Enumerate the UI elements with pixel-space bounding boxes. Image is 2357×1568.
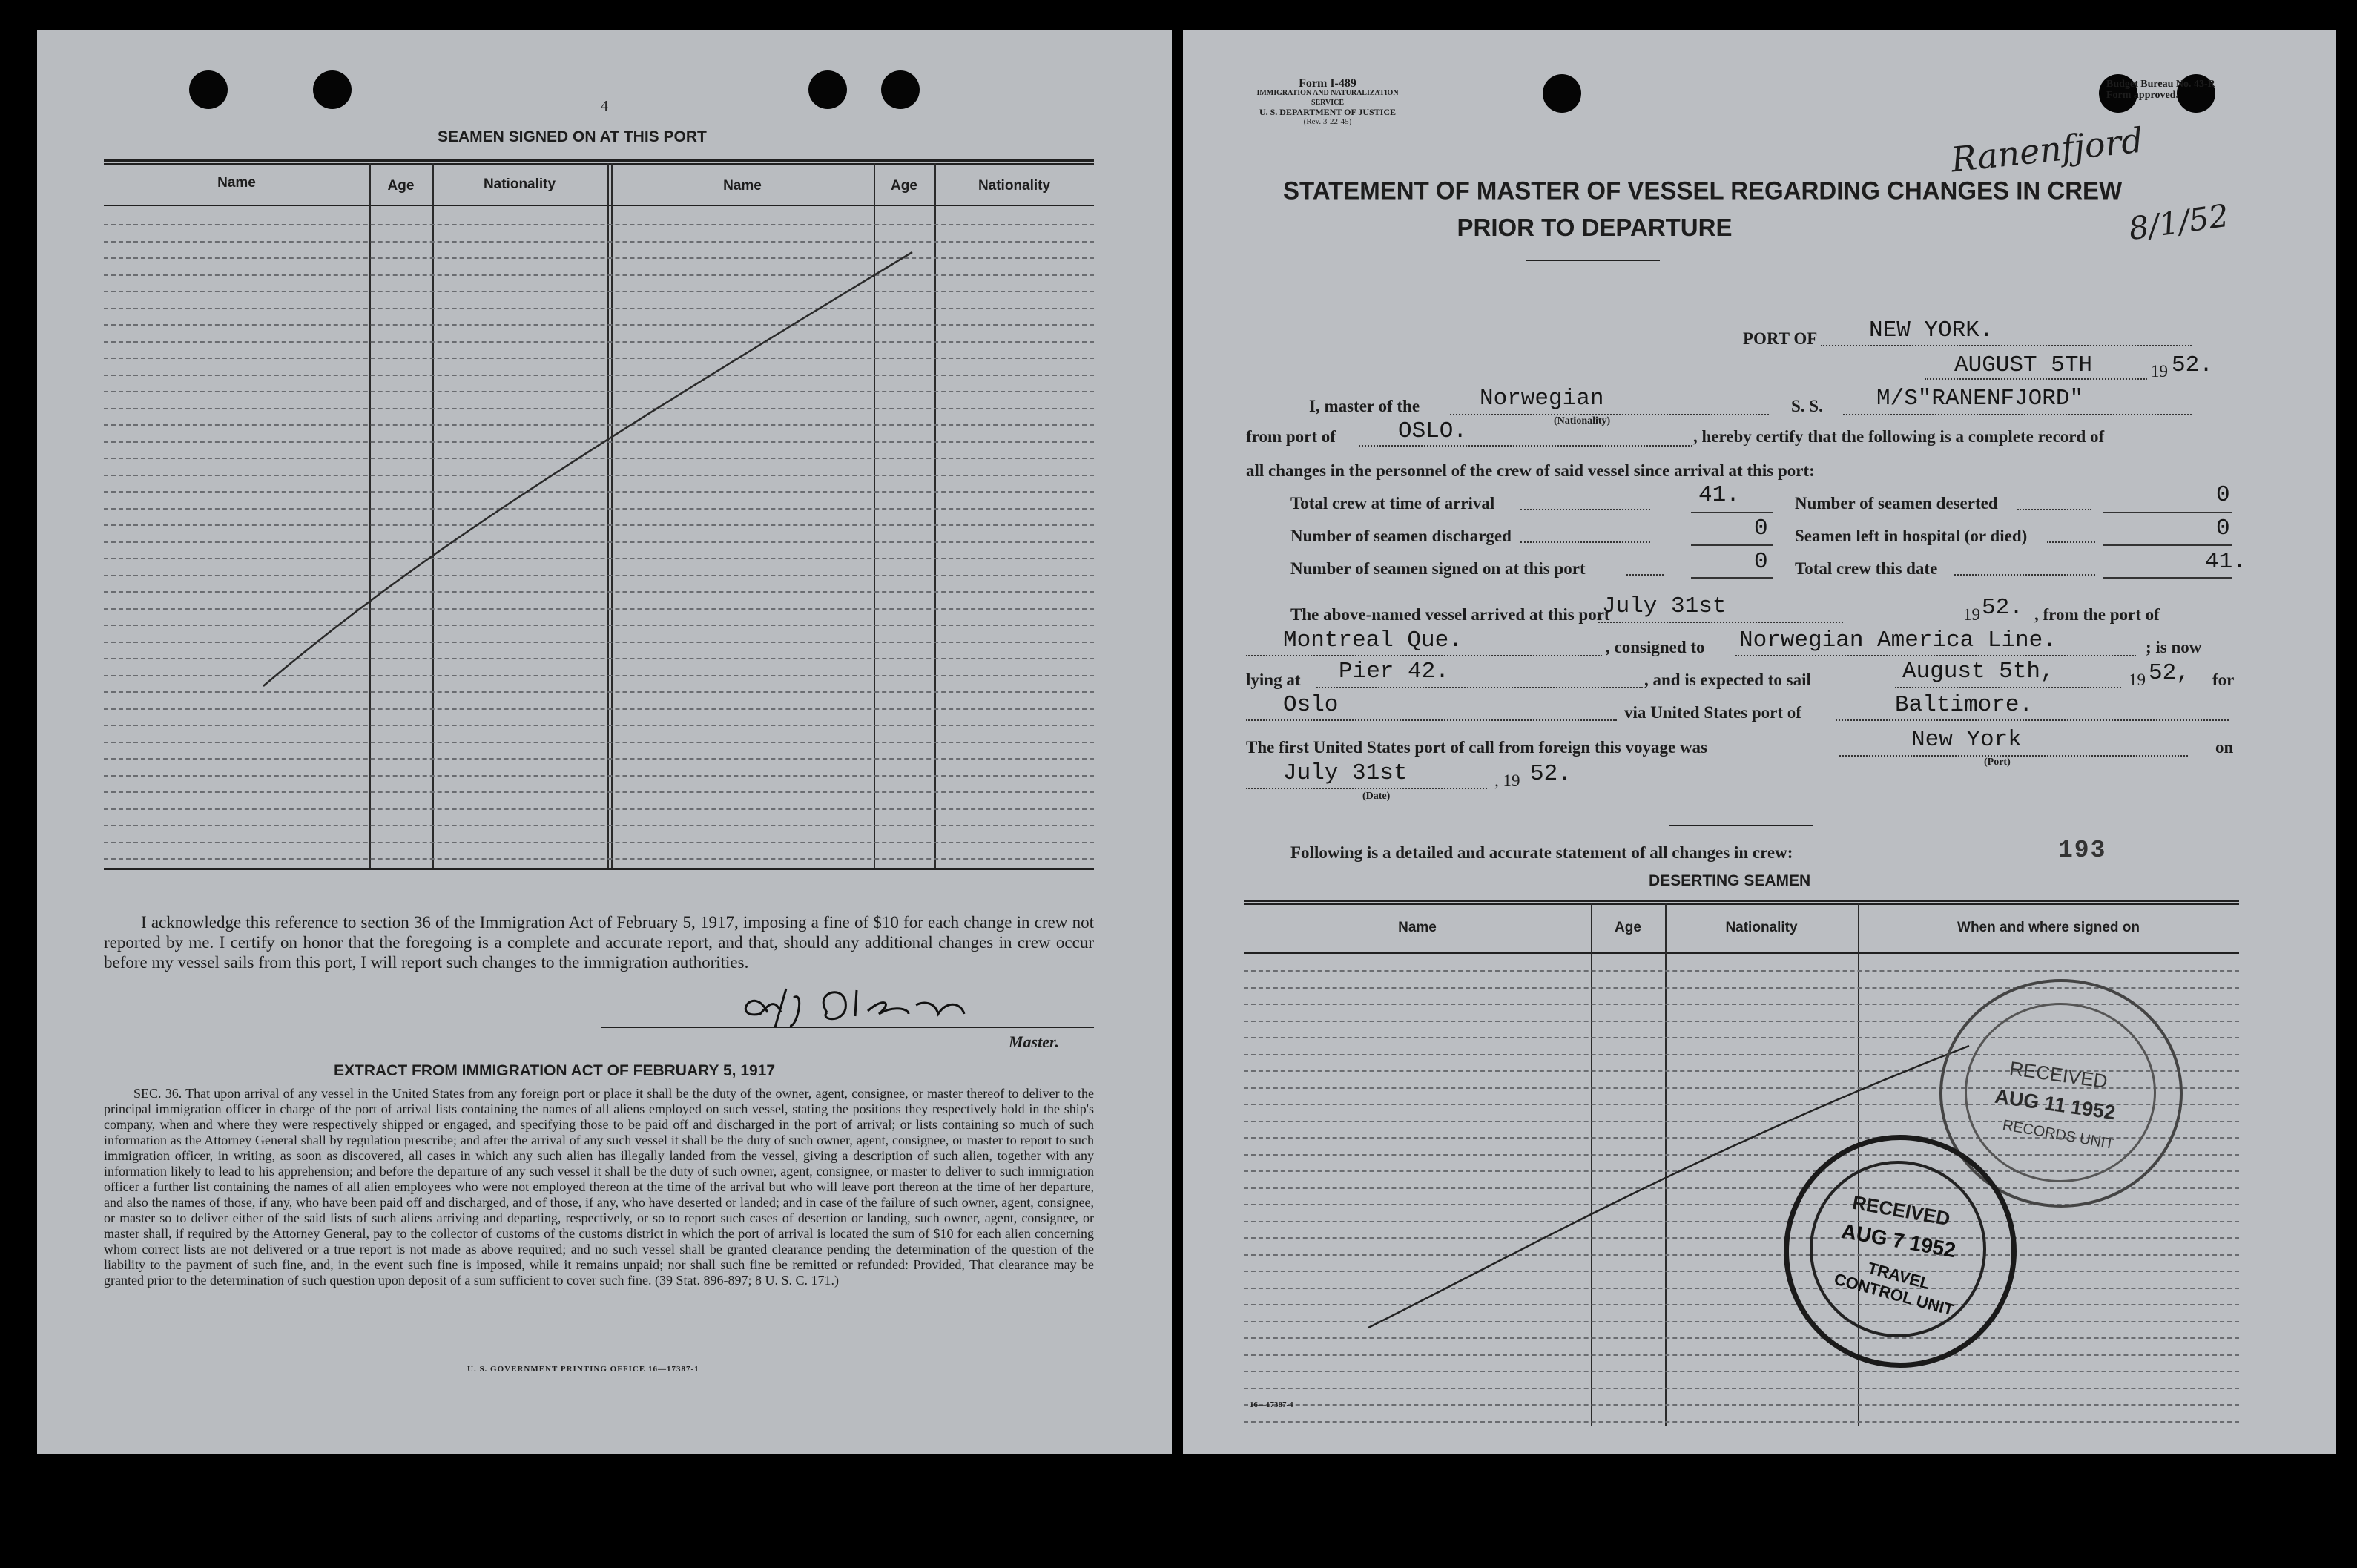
sail-date-value: August 5th, [1902,659,2054,685]
acknowledgement-text: I acknowledge this reference to section 36 of the Immigration Act of February 5, 1917, imposing a fine of $10 for each change in crew not reported by me. I certify on honor that the foregoing is a complete and accurate report, and that, should any additional changes in crew occur before my vessel sails from this port, I will report such changes to the immigration authorities. [104,913,1094,972]
deserted-label: Number of seamen deserted [1795,494,1998,513]
budget-line-2: Form approved. [2106,90,2178,101]
table-row-line [1244,1388,2239,1389]
master-label: Master. [1009,1032,1059,1051]
discharged-label: Number of seamen discharged [1290,527,1512,545]
printer-line-right: 16—17387-4 [1250,1400,1293,1409]
form-title-line-1: STATEMENT OF MASTER OF VESSEL REGARDING CHANGES IN CREW [1283,176,2123,205]
page-number: 4 [601,98,608,114]
budget-info [2106,79,2215,101]
date-caption: (Date) [1362,791,1391,802]
sail-year-value: 52, [2149,660,2190,686]
col-name: Name [217,175,256,191]
lying-at-value: Pier 42. [1339,659,1449,685]
stamp1-unit: RECORDS UNIT [2001,1116,2116,1153]
master-of-label: I, master of the [1309,397,1420,415]
expected-label: , and is expected to sail [1644,671,1811,689]
is-now-label: ; is now [2146,638,2202,656]
nationality-value: Norwegian [1480,386,1604,412]
first-port-year-value: 52. [1530,761,1572,787]
via-label: via United States port of [1624,703,1801,722]
for-label: for [2212,671,2235,689]
hospital-value: 0 [2216,515,2230,541]
total-crew-arrival-value: 41. [1698,482,1740,508]
signed-on-title: SEAMEN SIGNED ON AT THIS PORT [438,128,707,145]
cancel-stroke [37,30,1172,920]
col-name-2: Name [723,178,762,194]
col-nationality-2: Nationality [978,178,1051,194]
following-text: Following is a detailed and accurate statement of all changes in crew: [1290,843,1793,862]
signed-on-label: Number of seamen signed on at this port [1290,559,1586,578]
stamp1-date: AUG 11 1952 [1993,1084,2117,1124]
left-page [37,30,1172,1454]
stamp1-title: RECEIVED [2008,1056,2109,1093]
certify-text: , hereby certify that the following is a complete record of [1693,427,2105,446]
first-port-value: New York [1911,727,2022,753]
desert-col-age: Age [1615,920,1641,935]
desert-col-when-where: When and where signed on [1957,920,2140,935]
desert-col-nationality: Nationality [1725,920,1798,935]
port-caption: (Port) [1984,757,2011,768]
lying-at-label: lying at [1246,671,1301,689]
deserted-value: 0 [2216,482,2230,508]
from-the-port-of-label: , from the port of [2034,605,2160,624]
printer-line: U. S. GOVERNMENT PRINTING OFFICE 16—17387-1 [467,1365,699,1374]
destination-value: Oslo [1283,692,1339,718]
first-port-label: The first United States port of call from foreign this voyage was [1246,738,1707,757]
arrived-year: 52. [1982,595,2023,621]
col-age-2: Age [891,178,917,194]
arrived-label: The above-named vessel arrived at this port [1290,605,1610,624]
deserting-title: DESERTING SEAMEN [1649,872,1811,889]
stamp2-date: AUG 7 1952 [1839,1219,1958,1262]
col-nationality: Nationality [483,177,556,192]
vessel-value: M/S"RANENFJORD" [1876,386,2084,412]
cancel-stroke-right [1183,957,2336,1372]
handwritten-ship-name: Ranenfjord [1948,119,2146,180]
form-number: Form I-489 [1299,77,1356,90]
changes-text: all changes in the personnel of the crew of said vessel since arrival at this port: [1246,461,1815,480]
form-revision: (Rev. 3-22-45) [1303,117,1352,126]
consigned-value: Norwegian America Line. [1739,627,2057,653]
received-stamp-travel [1784,1135,2017,1368]
via-value: Baltimore. [1895,692,2034,718]
signed-on-value: 0 [1754,549,1768,575]
total-crew-arrival-label: Total crew at time of arrival [1290,494,1495,513]
port-label: PORT OF [1743,329,1818,348]
form-header [1253,79,1402,127]
stamped-number: 193 [2058,837,2107,864]
table-row-line [1244,1404,2239,1406]
date-value: AUGUST 5TH [1954,352,2093,378]
on-label: on [2215,738,2234,757]
stamp2-title: RECEIVED [1850,1190,1952,1231]
right-page: Form I-489 IMMIGRATION AND NATURALIZATION SERVICE U. S. DEPARTMENT OF JUSTICE (Rev. 3-22-45) Budget Bureau No. 43-R Form approved. Ranenfjord 8/1/52 STATEMENT OF MASTER OF VESSEL REGARDING CHANGES IN CREW PRIOR TO DEPARTURE PORT OF NEW YORK. AUGUST 5TH 19 52. I, master of the Norwegian (Nationality) S. S. M/S"RANENFJORD" from port of OSLO. , hereby certify that the following is a complete record of all changes in the personnel of the crew of said vessel since arrival at this port: Total crew at time of arrival 41. Number of seamen discharged 0 Number of seamen signed on at this port 0 Number of seamen deserted 0 Seamen left in hospital (or died) 0 Total crew this date 41. The above-named vessel arrived at this port July 31st 19 52. , from the port of Montreal Que. , consigned to Norwegian America Line. ; is now lying at Pier 42. , and is expected to sail August 5th, 19 52, for Oslo via United States port of Baltimore. The first United States port of call from foreign this voyage was New York (Port) on July 31st (Date) , 19 52. Following is a detailed and accurate statement of all changes in crew: 193 DESERTING SEAMEN Name Age Nationality When and where signed on RECEIVED AUG 11 1952 RECORDS UNIT RECEIVED AUG 7 1952 TRAVEL CONTROL UNIT 16—17387-4 [1183,30,2336,1454]
nationality-caption: (Nationality) [1554,415,1611,426]
budget-line-1: Budget Bureau No. 43-R [2106,79,2215,90]
port-value: NEW YORK. [1869,317,1994,343]
discharged-value: 0 [1754,515,1768,541]
agency-line-1: IMMIGRATION AND NATURALIZATION SERVICE [1256,89,1399,107]
from-the-port-of-value: Montreal Que. [1283,627,1463,653]
from-port-label: from port of [1246,427,1336,446]
col-age: Age [387,178,415,194]
form-title-line-2: PRIOR TO DEPARTURE [1457,214,1733,241]
year-prefix: 19 [2151,362,2168,381]
hospital-label: Seamen left in hospital (or died) [1795,527,2028,545]
table-row-line [1244,1421,2239,1423]
punch-hole [1543,74,1581,113]
total-crew-date-label: Total crew this date [1795,559,1938,578]
handwritten-date: 8/1/52 [2126,197,2231,248]
total-crew-date-value: 41. [2205,549,2246,575]
desert-col-name: Name [1398,920,1437,935]
consigned-label: , consigned to [1606,638,1705,656]
arrived-value: July 31st [1602,593,1727,619]
first-port-date-value: July 31st [1283,760,1408,786]
from-port-value: OSLO. [1398,418,1468,444]
year-value: 52. [2172,352,2213,378]
ss-label: S. S. [1791,397,1823,415]
stamp2-unit: TRAVEL CONTROL UNIT [1832,1258,1957,1320]
extract-text: SEC. 36. That upon arrival of any vessel in the United States from any foreign port or place it shall be the duty of the owner, agent, consignee, or master thereof to deliver to the principal immigration officer in charge of the port of arrival lists containing the names of all aliens employed on such vessel, stating the positions they respectively hold in the ship's company, when and where they were respectively shipped or engaged, and specifying those to be paid off and discharged in the port of arrival; or lists containing so much of such information as the Attorney General shall by regulation prescribe; and after the arrival of any such vessel it shall be the duty of such owner, agent, consignee, or master to report to such immigration officer, in writing, as soon as discovered, all cases in which any such alien has illegally landed from the vessel, giving a description of such alien, together with any information likely to lead to his apprehension; and before the departure of any such vessel it shall be the duty of such owner, agent, consignee, or master to deliver to such immigration officer a further list containing the names of all alien employees who were not employed thereon at the time of the arrival but who will leave port thereon at the time of her departure, and also the names of those, if any, who have been paid off and discharged, and of those, if any, who have deserted or landed; and in case of the failure of such owner, agent, consignee, or master so to deliver either of the said lists of such aliens arriving and departing, respectively, or so to report such cases of desertion or landing, such owner, agent, consignee, or master shall, if required by the Attorney General, pay to the collector of customs of the customs district in which the port of arrival is located the sum of $10 for each alien concerning whom correct lists are not delivered or a true report is not made as above required; and no such vessel shall be granted clearance pending the determination of the question of the liability to the payment of such fine, and, in the event such fine is imposed, while it remains unpaid; nor shall such fine be remitted or refunded: Provided, That clearance may be granted prior to the determination of such question upon deposit of a sum sufficient to cover such fine. (39 Stat. 896-897; 8 U. S. C. 171.) [104,1086,1094,1288]
agency-line-2: U. S. DEPARTMENT OF JUSTICE [1259,107,1397,117]
extract-title: EXTRACT FROM IMMIGRATION ACT OF FEBRUARY 5, 1917 [334,1062,776,1079]
master-signature [723,968,1020,1035]
